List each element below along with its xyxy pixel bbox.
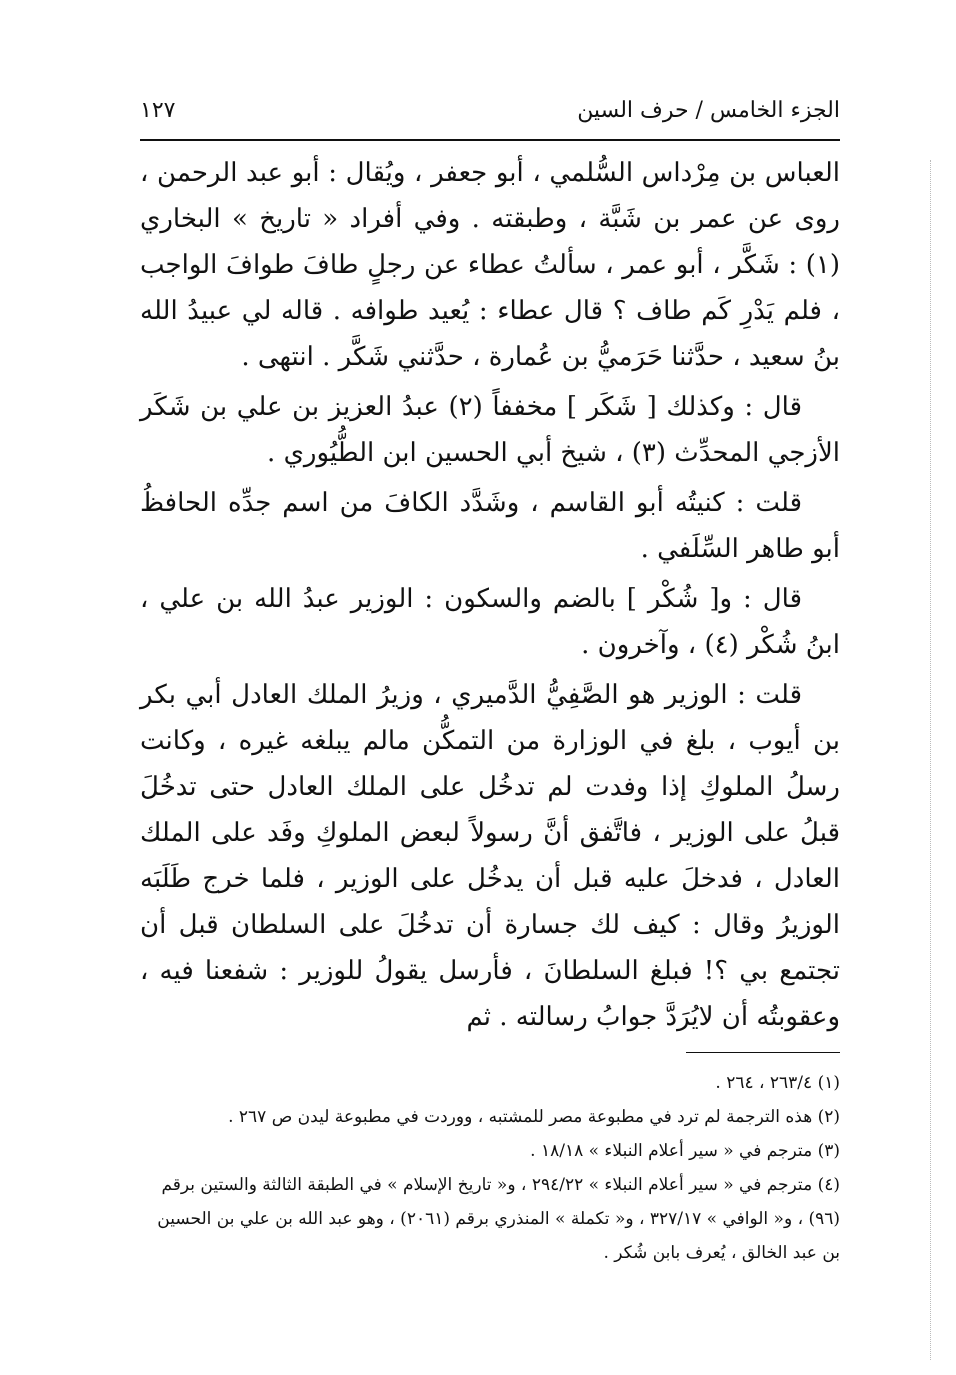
paragraph: قال : و[ شُكْر ] بالضم والسكون : الوزير عبدُ الله بن علي ، ابنُ شُكْر (٤) ، وآخرون . (140, 584, 840, 660)
running-title: الجزء الخامس / حرف السين (577, 97, 840, 123)
page-number: ١٢٧ (140, 97, 176, 123)
paragraph: العباس بن مِرْداس السُّلمي ، أبو جعفر ، ويُقال : أبو عبد الرحمن ، روى عن عمر بن شَبَّة ، وطبقته . وفي أفراد « تاريخ » البخاري (١) : شَكَّر ، أبو عمر ، سألتُ عطاء عن رجلٍ طافَ طوافَ الواجب ، فلم يَدْرِ كَم طاف ؟ قال عطاء : يُعيد طوافه . قاله لي عبيدُ الله بنُ سعيد ، حدَّثنا حَرَميُّ بن عُمارة ، حدَّثني شَكَّر . انتهى . (140, 158, 840, 372)
footnote: (١) ٢٦٣/٤ ، ٢٦٤ . (715, 1073, 840, 1093)
footnote: (٤) مترجم في « سير أعلام النبلاء » ٢٩٤/٢٢ ، و« تاريخ الإسلام » في الطبقة الثالثة والستين برقم (٩٦) ، و« الوافي » ٣٢٧/١٧ ، و« تكملة » المنذري برقم (٢٠٦١) ، وهو عبد الله بن علي بن الحسين بن عبد الخالق ، يُعرف بابن شُكر . (157, 1175, 840, 1263)
footnote: (٢) هذه الترجمة لم ترد في مطبوعة مصر للمشتبه ، ووردت في مطبوعة ليدن ص ٢٦٧ . (228, 1107, 840, 1127)
paragraph: قلت : كنيتُه أبو القاسم ، وشَدَّد الكافَ من اسم جدِّه الحافظُ أبو طاهر السِّلَفي . (140, 488, 840, 564)
footnote-rule (686, 1052, 840, 1053)
header-rule (140, 139, 840, 141)
paragraph: قلت : الوزير هو الصَّفِيُّ الدَّميري ، وزيرُ الملك العادل أبي بكر بن أيوب ، بلغ في الوزارة من التمكُّن مالم يبلغه غيره ، وكانت رسلُ الملوكِ إذا وفدت لم تدخُل على الملك العادل حتى تدخُلَ قبلُ على الوزير ، فاتَّفق أنَّ رسولاً لبعض الملوكِ وفَد على الملك العادل ، فدخلَ عليه قبل أن يدخُل على الوزير ، فلما خرج طَلَبَه الوزيرُ وقال : كيف لك جسارة أن تدخُلَ على السلطان قبل أن تجتمع بي ؟! فبلغ السلطانَ ، فأرسل يقولُ للوزير : شفعنا فيه ، وعقوبتُه أن لايُرَدَّ جوابُ رسالته . ثم (140, 680, 840, 1032)
main-text (140, 150, 840, 1044)
footnotes (140, 1066, 840, 1270)
scan-margin-line (930, 160, 931, 1360)
footnote: (٣) مترجم في « سير أعلام النبلاء » ١٨/١٨ . (530, 1141, 840, 1161)
page-header (140, 88, 840, 132)
paragraph: قال : وكذلك [ شَكَر ] مخففاً (٢) عبدُ العزيز بن علي بن شَكَر الأزجي المحدِّث (٣) ، شيخ أبي الحسين ابن الطُّيُوري . (140, 392, 840, 468)
